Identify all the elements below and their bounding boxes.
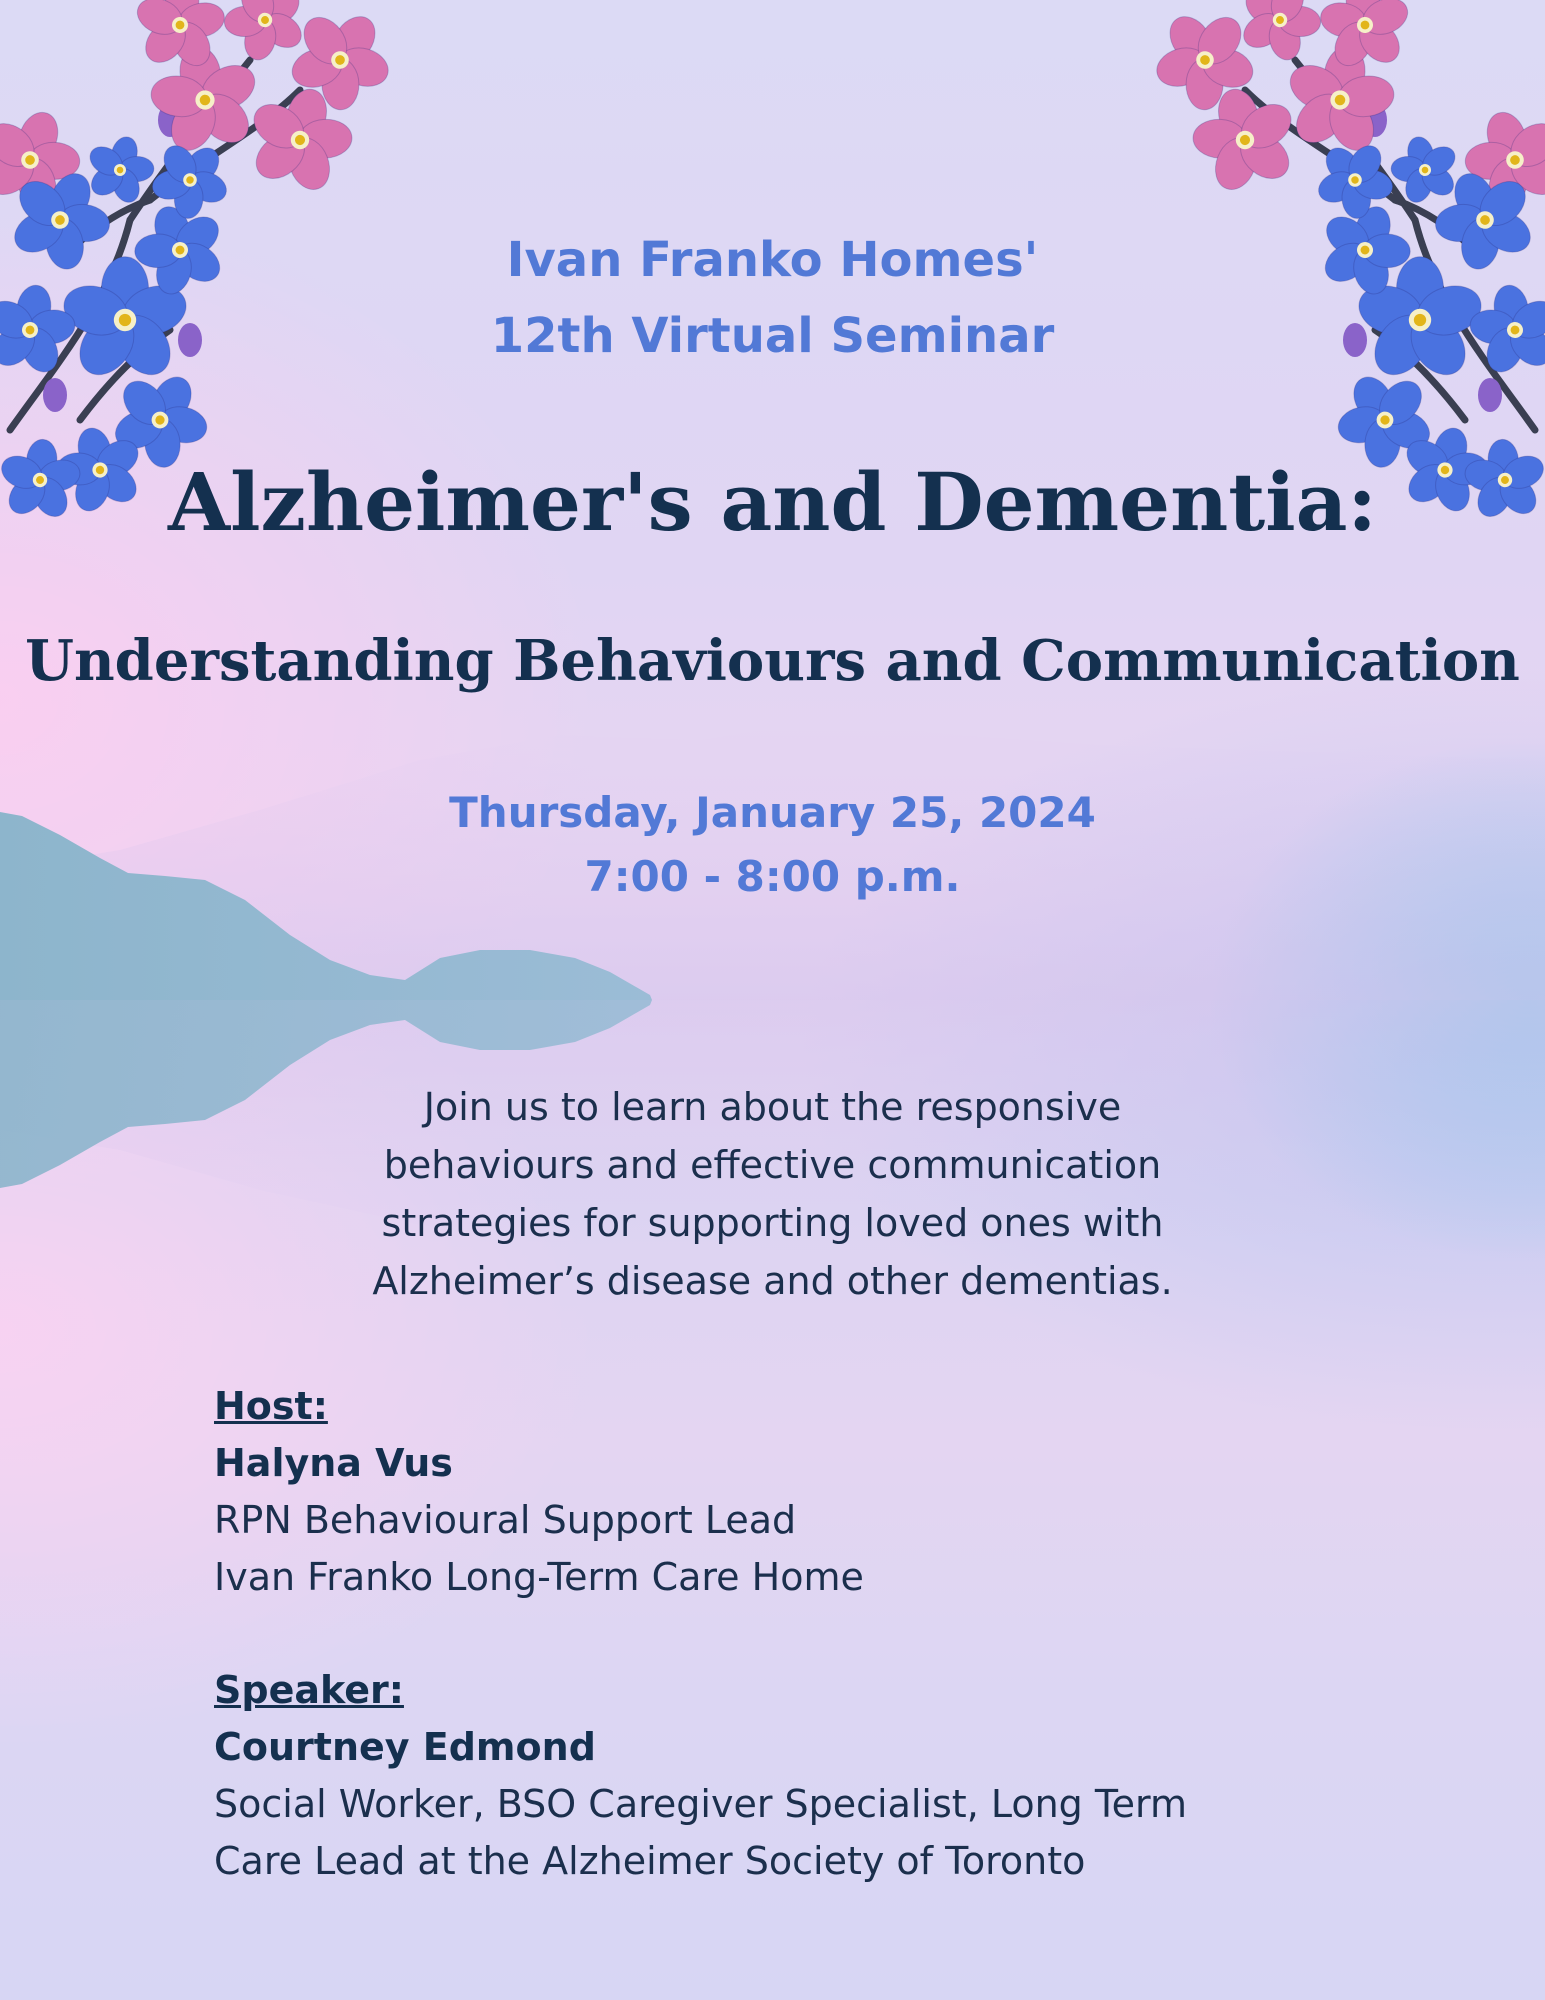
host-name: Halyna Vus <box>214 1441 453 1485</box>
flower-bud <box>1478 378 1502 412</box>
speaker-role: Social Worker, BSO Caregiver Specialist, Long Term <box>214 1782 1187 1826</box>
host-label: Host: <box>214 1384 328 1428</box>
description-line: behaviours and effective communication <box>383 1143 1162 1187</box>
speaker-label: Speaker: <box>214 1668 404 1712</box>
flower-bud <box>43 378 67 412</box>
organizer-line: Ivan Franko Homes' <box>506 232 1039 288</box>
event-time: 7:00 - 8:00 p.m. <box>584 852 961 901</box>
description-line: strategies for supporting loved ones with <box>381 1201 1164 1245</box>
page-title: Alzheimer's and Dementia: <box>168 455 1377 549</box>
seminar-number-line: 12th Virtual Seminar <box>490 308 1055 364</box>
speaker-organization: Care Lead at the Alzheimer Society of Toronto <box>214 1839 1086 1883</box>
host-role: RPN Behavioural Support Lead <box>214 1498 797 1542</box>
host-section <box>214 1378 1414 1606</box>
event-date: Thursday, January 25, 2024 <box>449 788 1096 837</box>
speaker-name: Courtney Edmond <box>214 1725 596 1769</box>
page-subtitle: Understanding Behaviours and Communication <box>25 628 1520 694</box>
description-line: Alzheimer’s disease and other dementias. <box>372 1259 1173 1303</box>
speaker-section <box>214 1662 1414 1890</box>
host-organization: Ivan Franko Long-Term Care Home <box>214 1555 864 1599</box>
description-line: Join us to learn about the responsive <box>423 1085 1122 1129</box>
